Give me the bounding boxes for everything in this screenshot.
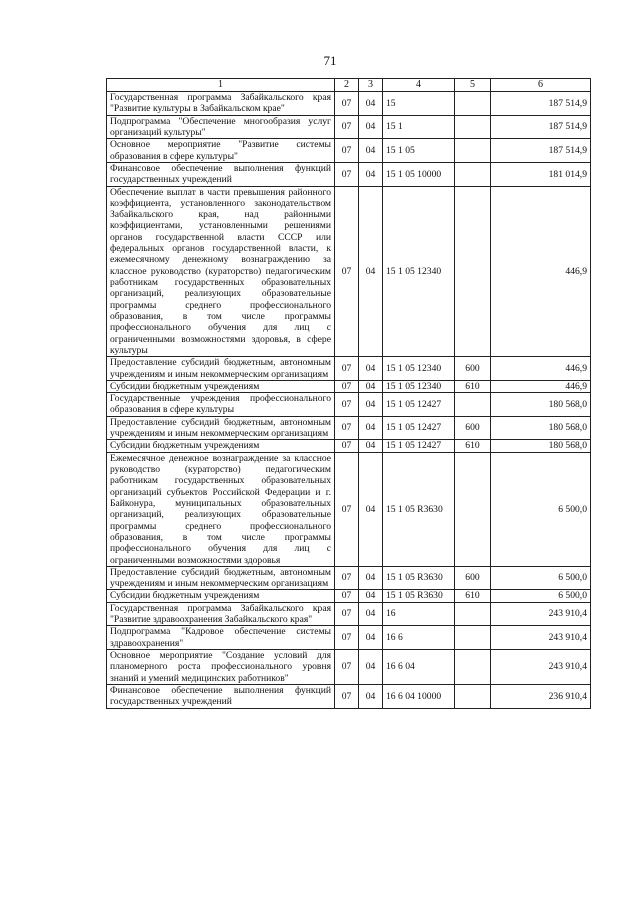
budget-table — [106, 78, 591, 709]
row-target-code: 15 1 05 12340 — [383, 380, 455, 392]
row-target-code: 16 6 04 10000 — [383, 684, 455, 708]
table-header-row — [107, 79, 591, 92]
row-subsection: 04 — [359, 115, 383, 139]
row-expense-type: 610 — [455, 440, 491, 452]
row-expense-type: 600 — [455, 566, 491, 590]
row-target-code: 15 1 05 10000 — [383, 162, 455, 186]
row-expense-type — [455, 139, 491, 163]
row-name: Государственные учреждения профессионального образования в сфере культуры — [107, 393, 335, 417]
row-amount: 187 514,9 — [491, 139, 591, 163]
row-section: 07 — [335, 650, 359, 685]
table-row — [107, 416, 591, 440]
row-name: Основное мероприятие "Создание условий для планомерного роста профессионального уровня знаний и умений медицинских работников" — [107, 650, 335, 685]
row-target-code: 15 1 05 12340 — [383, 186, 455, 357]
row-name: Субсидии бюджетным учреждениям — [107, 440, 335, 452]
table-row — [107, 566, 591, 590]
row-name: Государственная программа Забайкальского края "Развитие культуры в Забайкальском крае" — [107, 92, 335, 116]
table-row — [107, 393, 591, 417]
row-expense-type — [455, 684, 491, 708]
row-name: Субсидии бюджетным учреждениям — [107, 380, 335, 392]
row-target-code: 16 6 — [383, 626, 455, 650]
row-section: 07 — [335, 139, 359, 163]
row-section: 07 — [335, 440, 359, 452]
row-expense-type: 600 — [455, 416, 491, 440]
table-row — [107, 92, 591, 116]
row-target-code: 16 — [383, 602, 455, 626]
row-section: 07 — [335, 566, 359, 590]
row-section: 07 — [335, 115, 359, 139]
table-row — [107, 186, 591, 357]
row-target-code: 15 1 05 R3630 — [383, 452, 455, 566]
row-subsection: 04 — [359, 186, 383, 357]
row-subsection: 04 — [359, 393, 383, 417]
row-target-code: 15 1 05 R3630 — [383, 566, 455, 590]
row-expense-type — [455, 452, 491, 566]
row-name: Обеспечение выплат в части превышения районного коэффициента, установленного законодательством Забайкальского края, над районными коэффициентами, установленными решениями органов государственной власти СССР или федеральных органов государственной власти, к ежемесячному денежному вознаграждению за классное руководство (кураторство) педагогическим работникам государственных образовательных организаций, реализующих образовательные программы среднего профессионального образования, в том числе программы профессионального обучения для лиц с ограниченными возможностями здоровья, в сфере культуры — [107, 186, 335, 357]
header-col-5: 5 — [455, 79, 491, 92]
row-target-code: 15 1 05 12340 — [383, 357, 455, 381]
table-row — [107, 357, 591, 381]
row-expense-type — [455, 602, 491, 626]
row-section: 07 — [335, 186, 359, 357]
page-number: 71 — [323, 53, 337, 68]
row-subsection: 04 — [359, 626, 383, 650]
header-col-2: 2 — [335, 79, 359, 92]
row-section: 07 — [335, 92, 359, 116]
table-row — [107, 139, 591, 163]
row-subsection: 04 — [359, 380, 383, 392]
row-amount: 181 014,9 — [491, 162, 591, 186]
row-subsection: 04 — [359, 602, 383, 626]
row-target-code: 15 — [383, 92, 455, 116]
row-name: Финансовое обеспечение выполнения функций государственных учреждений — [107, 684, 335, 708]
row-subsection: 04 — [359, 566, 383, 590]
row-expense-type — [455, 186, 491, 357]
row-amount: 180 568,0 — [491, 393, 591, 417]
row-name: Предоставление субсидий бюджетным, автономным учреждениям и иным некоммерческим организациям — [107, 566, 335, 590]
row-target-code: 15 1 — [383, 115, 455, 139]
table-row — [107, 684, 591, 708]
row-section: 07 — [335, 452, 359, 566]
row-subsection: 04 — [359, 416, 383, 440]
row-name: Финансовое обеспечение выполнения функций государственных учреждений — [107, 162, 335, 186]
row-expense-type — [455, 650, 491, 685]
row-amount: 180 568,0 — [491, 416, 591, 440]
row-amount: 187 514,9 — [491, 115, 591, 139]
row-name: Государственная программа Забайкальского края "Развитие здравоохранения Забайкальского края" — [107, 602, 335, 626]
row-expense-type: 600 — [455, 357, 491, 381]
table-body — [107, 92, 591, 709]
row-expense-type — [455, 393, 491, 417]
row-amount: 6 500,0 — [491, 566, 591, 590]
table-row — [107, 590, 591, 602]
row-section: 07 — [335, 393, 359, 417]
row-subsection: 04 — [359, 357, 383, 381]
header-col-3: 3 — [359, 79, 383, 92]
row-section: 07 — [335, 162, 359, 186]
row-target-code: 15 1 05 12427 — [383, 393, 455, 417]
row-expense-type — [455, 92, 491, 116]
row-name: Основное мероприятие "Развитие системы образования в сфере культуры" — [107, 139, 335, 163]
table-row — [107, 626, 591, 650]
row-amount: 6 500,0 — [491, 590, 591, 602]
row-section: 07 — [335, 380, 359, 392]
row-amount: 446,9 — [491, 186, 591, 357]
row-target-code: 15 1 05 12427 — [383, 440, 455, 452]
row-section: 07 — [335, 684, 359, 708]
row-subsection: 04 — [359, 590, 383, 602]
row-name: Ежемесячное денежное вознаграждение за классное руководство (кураторство) педагогическим работникам государственных образовательных организаций субъектов Российской Федерации и г. Байконура, муниципальных образовательных организаций, реализующих образовательные программы среднего профессионального образования, в том числе программы профессионального обучения для лиц с ограниченными возможностями здоровья — [107, 452, 335, 566]
row-target-code: 15 1 05 12427 — [383, 416, 455, 440]
row-expense-type — [455, 162, 491, 186]
row-name: Субсидии бюджетным учреждениям — [107, 590, 335, 602]
row-subsection: 04 — [359, 650, 383, 685]
row-subsection: 04 — [359, 684, 383, 708]
row-subsection: 04 — [359, 162, 383, 186]
row-amount: 236 910,4 — [491, 684, 591, 708]
header-col-6: 6 — [491, 79, 591, 92]
row-expense-type: 610 — [455, 380, 491, 392]
table-row — [107, 440, 591, 452]
row-section: 07 — [335, 590, 359, 602]
row-target-code: 15 1 05 R3630 — [383, 590, 455, 602]
row-name: Предоставление субсидий бюджетным, автономным учреждениям и иным некоммерческим организациям — [107, 357, 335, 381]
row-name: Предоставление субсидий бюджетным, автономным учреждениям и иным некоммерческим организациям — [107, 416, 335, 440]
row-target-code: 15 1 05 — [383, 139, 455, 163]
row-subsection: 04 — [359, 139, 383, 163]
row-expense-type — [455, 115, 491, 139]
table-row — [107, 650, 591, 685]
row-expense-type — [455, 626, 491, 650]
row-expense-type: 610 — [455, 590, 491, 602]
row-name: Подпрограмма "Кадровое обеспечение системы здравоохранения" — [107, 626, 335, 650]
row-amount: 243 910,4 — [491, 650, 591, 685]
header-col-4: 4 — [383, 79, 455, 92]
row-name: Подпрограмма "Обеспечение многообразия услуг организаций культуры" — [107, 115, 335, 139]
table-row — [107, 602, 591, 626]
header-col-1: 1 — [107, 79, 335, 92]
row-subsection: 04 — [359, 452, 383, 566]
row-amount: 243 910,4 — [491, 626, 591, 650]
row-amount: 446,9 — [491, 357, 591, 381]
row-amount: 243 910,4 — [491, 602, 591, 626]
row-target-code: 16 6 04 — [383, 650, 455, 685]
row-amount: 187 514,9 — [491, 92, 591, 116]
table-row — [107, 162, 591, 186]
row-section: 07 — [335, 416, 359, 440]
row-subsection: 04 — [359, 440, 383, 452]
table-row — [107, 452, 591, 566]
row-section: 07 — [335, 357, 359, 381]
row-section: 07 — [335, 626, 359, 650]
table-row — [107, 115, 591, 139]
table-row — [107, 380, 591, 392]
row-subsection: 04 — [359, 92, 383, 116]
row-amount: 180 568,0 — [491, 440, 591, 452]
row-amount: 446,9 — [491, 380, 591, 392]
row-amount: 6 500,0 — [491, 452, 591, 566]
row-section: 07 — [335, 602, 359, 626]
